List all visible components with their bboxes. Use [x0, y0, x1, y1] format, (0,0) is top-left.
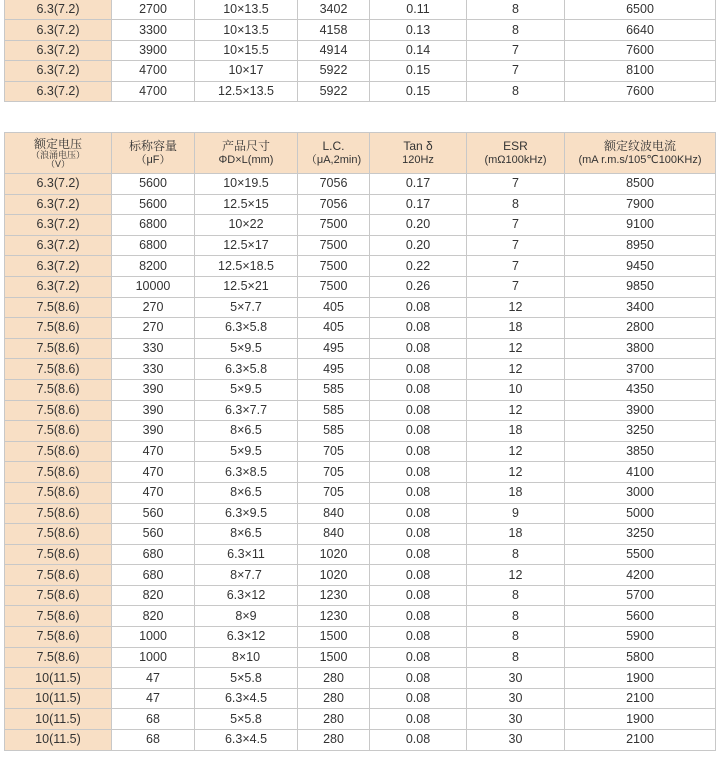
- esr-cell: 18: [467, 421, 565, 442]
- capacitance-cell: 270: [112, 297, 195, 318]
- table-row: [5, 20, 716, 40]
- esr-cell: 8: [467, 606, 565, 627]
- lc-cell: 5922: [298, 61, 370, 81]
- esr-cell: 12: [467, 462, 565, 483]
- capacitance-cell: 470: [112, 482, 195, 503]
- top-table-body: [5, 0, 716, 101]
- table-row: [5, 276, 716, 297]
- voltage-cell: 6.3(7.2): [5, 256, 112, 277]
- table-row: [5, 647, 716, 668]
- ripple-cell: 1900: [565, 668, 716, 689]
- header-rated-voltage: 额定电压 （浪涌电压） （V）: [5, 133, 112, 174]
- lc-cell: 7500: [298, 256, 370, 277]
- size-cell: 8×6.5: [195, 421, 298, 442]
- voltage-cell: 7.5(8.6): [5, 503, 112, 524]
- voltage-cell: 6.3(7.2): [5, 235, 112, 256]
- table-row: [5, 668, 716, 689]
- table-row: [5, 318, 716, 339]
- ripple-cell: 4200: [565, 565, 716, 586]
- size-cell: 8×6.5: [195, 482, 298, 503]
- voltage-cell: 6.3(7.2): [5, 20, 112, 40]
- esr-cell: 7: [467, 276, 565, 297]
- voltage-cell: 6.3(7.2): [5, 61, 112, 81]
- spec-table-main: [4, 132, 716, 751]
- lc-cell: 405: [298, 318, 370, 339]
- table-row: [5, 194, 716, 215]
- lc-cell: 585: [298, 379, 370, 400]
- ripple-cell: 7600: [565, 40, 716, 60]
- lc-cell: 280: [298, 709, 370, 730]
- esr-cell: 7: [467, 40, 565, 60]
- capacitance-cell: 5600: [112, 194, 195, 215]
- lc-cell: 1500: [298, 627, 370, 648]
- lc-cell: 1020: [298, 544, 370, 565]
- spec-table-top: [4, 0, 716, 102]
- main-table-body: [5, 174, 716, 751]
- tan-cell: 0.14: [370, 40, 467, 60]
- voltage-cell: 7.5(8.6): [5, 318, 112, 339]
- capacitance-cell: 560: [112, 503, 195, 524]
- size-cell: 5×7.7: [195, 297, 298, 318]
- voltage-cell: 7.5(8.6): [5, 462, 112, 483]
- table-row: [5, 40, 716, 60]
- capacitance-cell: 8200: [112, 256, 195, 277]
- esr-cell: 7: [467, 215, 565, 236]
- tan-cell: 0.08: [370, 318, 467, 339]
- voltage-cell: 10(11.5): [5, 668, 112, 689]
- tan-cell: 0.08: [370, 297, 467, 318]
- lc-cell: 705: [298, 441, 370, 462]
- size-cell: 8×9: [195, 606, 298, 627]
- esr-cell: 7: [467, 61, 565, 81]
- lc-cell: 1230: [298, 585, 370, 606]
- tan-cell: 0.08: [370, 585, 467, 606]
- tan-cell: 0.08: [370, 647, 467, 668]
- esr-cell: 8: [467, 647, 565, 668]
- lc-cell: 5922: [298, 81, 370, 101]
- ripple-cell: 7900: [565, 194, 716, 215]
- table-row: [5, 565, 716, 586]
- voltage-cell: 7.5(8.6): [5, 421, 112, 442]
- tan-cell: 0.15: [370, 61, 467, 81]
- ripple-cell: 3800: [565, 338, 716, 359]
- ripple-cell: 5800: [565, 647, 716, 668]
- table-row: [5, 359, 716, 380]
- voltage-cell: 7.5(8.6): [5, 338, 112, 359]
- capacitance-cell: 470: [112, 441, 195, 462]
- size-cell: 6.3×11: [195, 544, 298, 565]
- ripple-cell: 1900: [565, 709, 716, 730]
- tan-cell: 0.17: [370, 194, 467, 215]
- lc-cell: 705: [298, 482, 370, 503]
- lc-cell: 405: [298, 297, 370, 318]
- size-cell: 6.3×5.8: [195, 318, 298, 339]
- table-row: [5, 379, 716, 400]
- capacitance-cell: 4700: [112, 81, 195, 101]
- capacitance-cell: 390: [112, 400, 195, 421]
- capacitance-cell: 6800: [112, 235, 195, 256]
- tan-cell: 0.08: [370, 730, 467, 751]
- esr-cell: 30: [467, 668, 565, 689]
- capacitance-cell: 330: [112, 338, 195, 359]
- lc-cell: 585: [298, 421, 370, 442]
- voltage-cell: 10(11.5): [5, 730, 112, 751]
- table-row: [5, 503, 716, 524]
- lc-cell: 7056: [298, 174, 370, 195]
- esr-cell: 8: [467, 585, 565, 606]
- ripple-cell: 6640: [565, 20, 716, 40]
- esr-cell: 12: [467, 297, 565, 318]
- ripple-cell: 2100: [565, 730, 716, 751]
- ripple-cell: 5500: [565, 544, 716, 565]
- size-cell: 8×6.5: [195, 524, 298, 545]
- capacitance-cell: 68: [112, 709, 195, 730]
- tan-cell: 0.20: [370, 235, 467, 256]
- size-cell: 5×5.8: [195, 709, 298, 730]
- size-cell: 6.3×4.5: [195, 730, 298, 751]
- voltage-cell: 7.5(8.6): [5, 544, 112, 565]
- size-cell: 10×13.5: [195, 0, 298, 20]
- voltage-cell: 7.5(8.6): [5, 585, 112, 606]
- size-cell: 10×19.5: [195, 174, 298, 195]
- table-row: [5, 688, 716, 709]
- capacitance-cell: 5600: [112, 174, 195, 195]
- ripple-cell: 5700: [565, 585, 716, 606]
- lc-cell: 4914: [298, 40, 370, 60]
- tan-cell: 0.08: [370, 441, 467, 462]
- size-cell: 8×10: [195, 647, 298, 668]
- tan-cell: 0.11: [370, 0, 467, 20]
- ripple-cell: 8100: [565, 61, 716, 81]
- capacitance-cell: 68: [112, 730, 195, 751]
- esr-cell: 18: [467, 524, 565, 545]
- capacitance-cell: 470: [112, 462, 195, 483]
- voltage-cell: 7.5(8.6): [5, 647, 112, 668]
- lc-cell: 7500: [298, 235, 370, 256]
- lc-cell: 280: [298, 668, 370, 689]
- size-cell: 10×22: [195, 215, 298, 236]
- lc-cell: 840: [298, 524, 370, 545]
- table-row: [5, 400, 716, 421]
- voltage-cell: 6.3(7.2): [5, 194, 112, 215]
- tan-cell: 0.08: [370, 359, 467, 380]
- lc-cell: 495: [298, 338, 370, 359]
- lc-cell: 3402: [298, 0, 370, 20]
- esr-cell: 18: [467, 318, 565, 339]
- tan-cell: 0.20: [370, 215, 467, 236]
- table-row: [5, 627, 716, 648]
- size-cell: 5×5.8: [195, 668, 298, 689]
- capacitance-cell: 3300: [112, 20, 195, 40]
- esr-cell: 18: [467, 482, 565, 503]
- size-cell: 12.5×18.5: [195, 256, 298, 277]
- table-row: [5, 421, 716, 442]
- size-cell: 6.3×7.7: [195, 400, 298, 421]
- table-row: [5, 215, 716, 236]
- size-cell: 10×15.5: [195, 40, 298, 60]
- esr-cell: 7: [467, 256, 565, 277]
- tan-cell: 0.08: [370, 379, 467, 400]
- header-size: 产品尺寸 ΦD×L(mm): [195, 133, 298, 174]
- esr-cell: 30: [467, 688, 565, 709]
- voltage-cell: 7.5(8.6): [5, 606, 112, 627]
- voltage-cell: 7.5(8.6): [5, 627, 112, 648]
- size-cell: 6.3×5.8: [195, 359, 298, 380]
- table-row: [5, 297, 716, 318]
- table-row: [5, 174, 716, 195]
- header-tan-delta: Tan δ 120Hz: [370, 133, 467, 174]
- table-row: [5, 482, 716, 503]
- ripple-cell: 3900: [565, 400, 716, 421]
- size-cell: 6.3×4.5: [195, 688, 298, 709]
- voltage-cell: 10(11.5): [5, 688, 112, 709]
- tan-cell: 0.08: [370, 482, 467, 503]
- lc-cell: 7500: [298, 215, 370, 236]
- capacitance-cell: 820: [112, 585, 195, 606]
- capacitance-cell: 10000: [112, 276, 195, 297]
- ripple-cell: 4100: [565, 462, 716, 483]
- esr-cell: 9: [467, 503, 565, 524]
- ripple-cell: 8950: [565, 235, 716, 256]
- tan-cell: 0.08: [370, 668, 467, 689]
- capacitance-cell: 330: [112, 359, 195, 380]
- capacitance-cell: 560: [112, 524, 195, 545]
- voltage-cell: 7.5(8.6): [5, 400, 112, 421]
- voltage-cell: 7.5(8.6): [5, 297, 112, 318]
- ripple-cell: 2800: [565, 318, 716, 339]
- tan-cell: 0.08: [370, 338, 467, 359]
- lc-cell: 1230: [298, 606, 370, 627]
- table-row: [5, 585, 716, 606]
- esr-cell: 8: [467, 544, 565, 565]
- header-ripple-current: 额定纹波电流 (mA r.m.s/105℃100KHz): [565, 133, 716, 174]
- ripple-cell: 3400: [565, 297, 716, 318]
- table-row: [5, 441, 716, 462]
- tan-cell: 0.08: [370, 544, 467, 565]
- size-cell: 12.5×15: [195, 194, 298, 215]
- ripple-cell: 9450: [565, 256, 716, 277]
- voltage-cell: 10(11.5): [5, 709, 112, 730]
- lc-cell: 4158: [298, 20, 370, 40]
- header-esr: ESR (mΩ100kHz): [467, 133, 565, 174]
- tan-cell: 0.22: [370, 256, 467, 277]
- esr-cell: 12: [467, 338, 565, 359]
- tan-cell: 0.08: [370, 565, 467, 586]
- ripple-cell: 5900: [565, 627, 716, 648]
- ripple-cell: 6500: [565, 0, 716, 20]
- esr-cell: 12: [467, 565, 565, 586]
- ripple-cell: 3850: [565, 441, 716, 462]
- voltage-cell: 7.5(8.6): [5, 524, 112, 545]
- capacitance-cell: 820: [112, 606, 195, 627]
- esr-cell: 12: [467, 441, 565, 462]
- lc-cell: 280: [298, 730, 370, 751]
- tan-cell: 0.08: [370, 421, 467, 442]
- esr-cell: 8: [467, 627, 565, 648]
- ripple-cell: 3000: [565, 482, 716, 503]
- header-leakage-current: L.C. （μA,2min): [298, 133, 370, 174]
- lc-cell: 7056: [298, 194, 370, 215]
- esr-cell: 30: [467, 730, 565, 751]
- tan-cell: 0.17: [370, 174, 467, 195]
- esr-cell: 12: [467, 400, 565, 421]
- voltage-cell: 6.3(7.2): [5, 81, 112, 101]
- lc-cell: 585: [298, 400, 370, 421]
- esr-cell: 7: [467, 174, 565, 195]
- voltage-cell: 6.3(7.2): [5, 40, 112, 60]
- lc-cell: 1500: [298, 647, 370, 668]
- voltage-cell: 6.3(7.2): [5, 174, 112, 195]
- tan-cell: 0.08: [370, 709, 467, 730]
- table-row: [5, 81, 716, 101]
- lc-cell: 495: [298, 359, 370, 380]
- ripple-cell: 3700: [565, 359, 716, 380]
- capacitance-cell: 1000: [112, 627, 195, 648]
- esr-cell: 8: [467, 81, 565, 101]
- tan-cell: 0.15: [370, 81, 467, 101]
- voltage-cell: 7.5(8.6): [5, 482, 112, 503]
- esr-cell: 7: [467, 235, 565, 256]
- capacitance-cell: 2700: [112, 0, 195, 20]
- voltage-cell: 6.3(7.2): [5, 0, 112, 20]
- capacitance-cell: 680: [112, 565, 195, 586]
- table-row: [5, 544, 716, 565]
- ripple-cell: 4350: [565, 379, 716, 400]
- table-row: [5, 61, 716, 81]
- tan-cell: 0.08: [370, 503, 467, 524]
- lc-cell: 705: [298, 462, 370, 483]
- capacitance-cell: 47: [112, 688, 195, 709]
- tan-cell: 0.08: [370, 606, 467, 627]
- header-capacitance: 标称容量 （μF）: [112, 133, 195, 174]
- ripple-cell: 3250: [565, 524, 716, 545]
- esr-cell: 8: [467, 20, 565, 40]
- tan-cell: 0.26: [370, 276, 467, 297]
- size-cell: 5×9.5: [195, 441, 298, 462]
- esr-cell: 30: [467, 709, 565, 730]
- capacitance-cell: 1000: [112, 647, 195, 668]
- esr-cell: 8: [467, 0, 565, 20]
- voltage-cell: 6.3(7.2): [5, 276, 112, 297]
- tan-cell: 0.13: [370, 20, 467, 40]
- voltage-cell: 7.5(8.6): [5, 441, 112, 462]
- size-cell: 6.3×9.5: [195, 503, 298, 524]
- table-row: [5, 606, 716, 627]
- lc-cell: 7500: [298, 276, 370, 297]
- size-cell: 8×7.7: [195, 565, 298, 586]
- table-row: [5, 709, 716, 730]
- size-cell: 6.3×12: [195, 627, 298, 648]
- lc-cell: 1020: [298, 565, 370, 586]
- table-row: [5, 730, 716, 751]
- ripple-cell: 9100: [565, 215, 716, 236]
- lc-cell: 840: [298, 503, 370, 524]
- ripple-cell: 9850: [565, 276, 716, 297]
- capacitance-cell: 270: [112, 318, 195, 339]
- capacitance-cell: 4700: [112, 61, 195, 81]
- header-row: [5, 133, 716, 174]
- table-row: [5, 256, 716, 277]
- capacitance-cell: 47: [112, 668, 195, 689]
- table-row: [5, 0, 716, 20]
- voltage-cell: 7.5(8.6): [5, 565, 112, 586]
- ripple-cell: 5000: [565, 503, 716, 524]
- tan-cell: 0.08: [370, 524, 467, 545]
- capacitance-cell: 6800: [112, 215, 195, 236]
- ripple-cell: 8500: [565, 174, 716, 195]
- size-cell: 12.5×17: [195, 235, 298, 256]
- esr-cell: 8: [467, 194, 565, 215]
- voltage-cell: 6.3(7.2): [5, 215, 112, 236]
- capacitance-cell: 390: [112, 379, 195, 400]
- ripple-cell: 2100: [565, 688, 716, 709]
- voltage-cell: 7.5(8.6): [5, 379, 112, 400]
- table-row: [5, 235, 716, 256]
- table-row: [5, 524, 716, 545]
- voltage-cell: 7.5(8.6): [5, 359, 112, 380]
- capacitance-cell: 680: [112, 544, 195, 565]
- tan-cell: 0.08: [370, 627, 467, 648]
- tan-cell: 0.08: [370, 400, 467, 421]
- table-row: [5, 338, 716, 359]
- tan-cell: 0.08: [370, 688, 467, 709]
- lc-cell: 280: [298, 688, 370, 709]
- size-cell: 5×9.5: [195, 338, 298, 359]
- ripple-cell: 3250: [565, 421, 716, 442]
- size-cell: 6.3×12: [195, 585, 298, 606]
- size-cell: 10×13.5: [195, 20, 298, 40]
- tan-cell: 0.08: [370, 462, 467, 483]
- esr-cell: 10: [467, 379, 565, 400]
- size-cell: 12.5×13.5: [195, 81, 298, 101]
- size-cell: 5×9.5: [195, 379, 298, 400]
- ripple-cell: 5600: [565, 606, 716, 627]
- size-cell: 10×17: [195, 61, 298, 81]
- esr-cell: 12: [467, 359, 565, 380]
- ripple-cell: 7600: [565, 81, 716, 101]
- capacitance-cell: 390: [112, 421, 195, 442]
- size-cell: 6.3×8.5: [195, 462, 298, 483]
- capacitance-cell: 3900: [112, 40, 195, 60]
- size-cell: 12.5×21: [195, 276, 298, 297]
- table-row: [5, 462, 716, 483]
